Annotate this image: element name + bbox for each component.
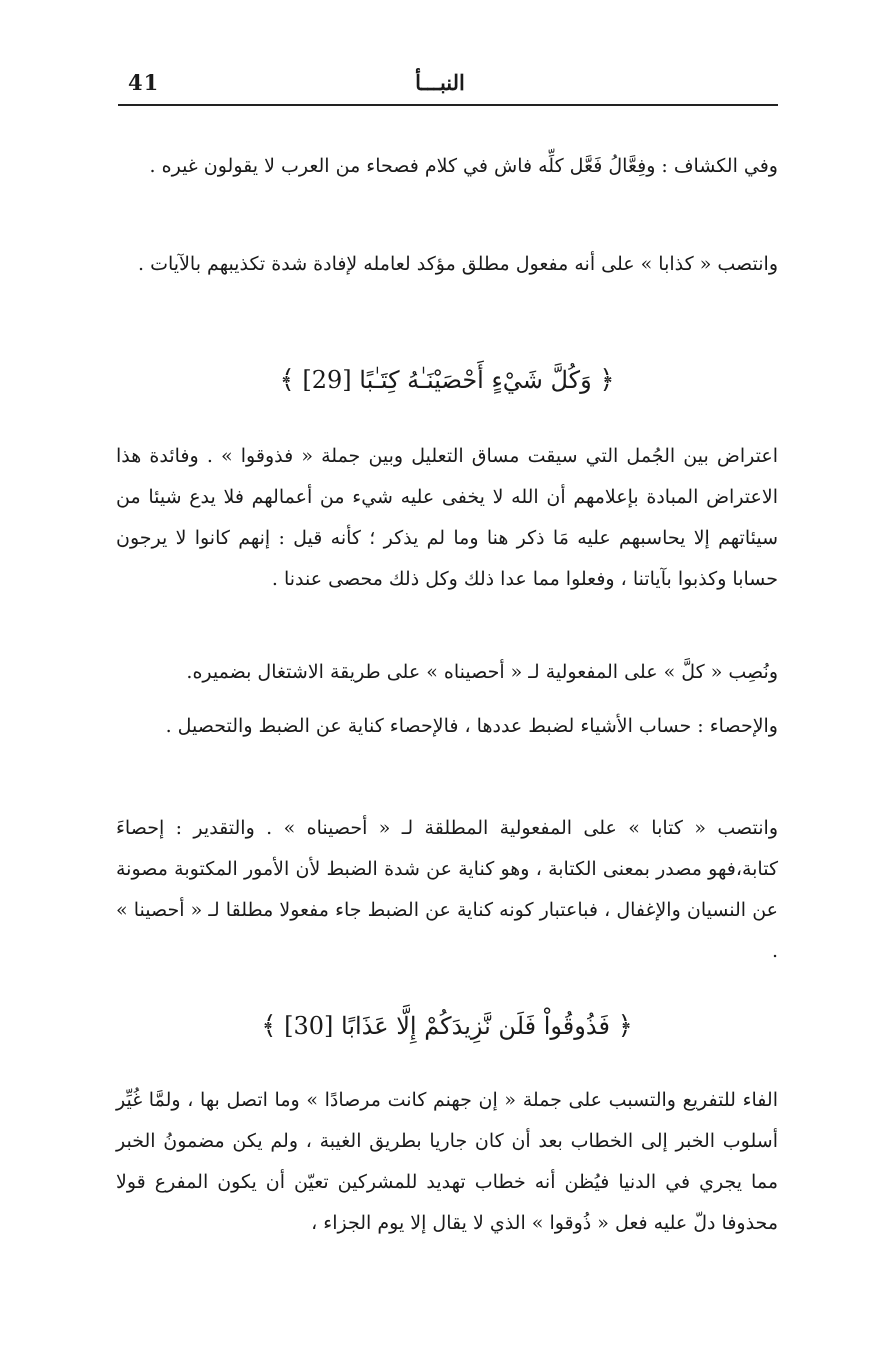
verse-number: [29] [302,366,352,394]
page-number: 41 [128,70,160,95]
paragraph-kidhaban: وانتصب « كذابا » على أنه مفعول مطلق مؤكد لعامله لإفادة شدة تكذيبهم بالآيات . [138,253,778,275]
verse-close-bracket: ﴾ [279,365,295,395]
verse-text: وَكُلَّ شَيْءٍ أَحْصَيْنَـٰهُ كِتَـٰبًا [359,366,592,394]
verse-30 [116,1006,778,1046]
paragraph-ihsa: والإحصاء : حساب الأشياء لضبط عددها ، فالإحصاء كناية عن الضبط والتحصيل . [165,715,778,737]
verse-open-bracket: ﴿ [617,1011,633,1041]
paragraph-kashshaf: وفي الكشاف : وفِعَّالُ فَعَّل كلِّه فاش في كلام فصحاء من العرب لا يقولون غيره . [149,155,778,177]
verse-text: فَذُوقُواْ فَلَن نَّزِيدَكُمْ إِلَّا عَذَابًا [341,1012,610,1040]
surah-title: النبـــأ [415,70,465,95]
verse-open-bracket: ﴿ [599,365,615,395]
paragraph-nasb-kull: ونُصِب « كلَّ » على المفعولية لـ « أحصيناه » على طريقة الاشتغال بضميره. [186,661,778,683]
verse-number: [30] [284,1012,334,1040]
header-rule [118,104,778,106]
verse-29 [116,360,778,400]
paragraph-tafri: الفاء للتفريع والتسبب على جملة « إن جهنم كانت مرصادًا » وما اتصل بها ، ولمَّا غُيِّر أسلوب الخبر إلى الخطاب بعد أن كان جاريا بطريق الغيبة ، ولم يكن مضمونُ الخبر مما يجري في الدنيا فيُظن أنه خطاب تهديد للمشركين تعيّن أن يكون المفرع قولا محذوفا دلّ عليه فعل « ذُوقوا » الذي لا يقال إلا يوم الجزاء ، [116,1089,778,1234]
paragraph-kitaban: وانتصب « كتابا » على المفعولية المطلقة لـ « أحصيناه » . والتقدير : إحصاءَ كتابة،فهو مصدر بمعنى الكتابة ، وهو كناية عن شدة الضبط لأن الأمور المكتوبة مصونة عن النسيان والإغفال ، فباعتبار كونه كناية عن الضبط جاء مفعولا مطلقا لـ « أحصينا » . [116,817,778,962]
paragraph-itirad: اعتراض بين الجُمل التي سيقت مساق التعليل وبين جملة « فذوقوا » . وفائدة هذا الاعتراض المبادة بإعلامهم أن الله لا يخفى عليه شيء من أعمالهم فلا يدع شيئا من سيئاتهم إلا يحاسبهم عليه مَا ذكر هنا وما لم يذكر ؛ كأنه قيل : إنهم كانوا لا يرجون حسابا وكذبوا بآياتنا ، وفعلوا مما عدا ذلك وكل ذلك محصى عندنا . [116,445,778,590]
verse-close-bracket: ﴾ [261,1011,277,1041]
